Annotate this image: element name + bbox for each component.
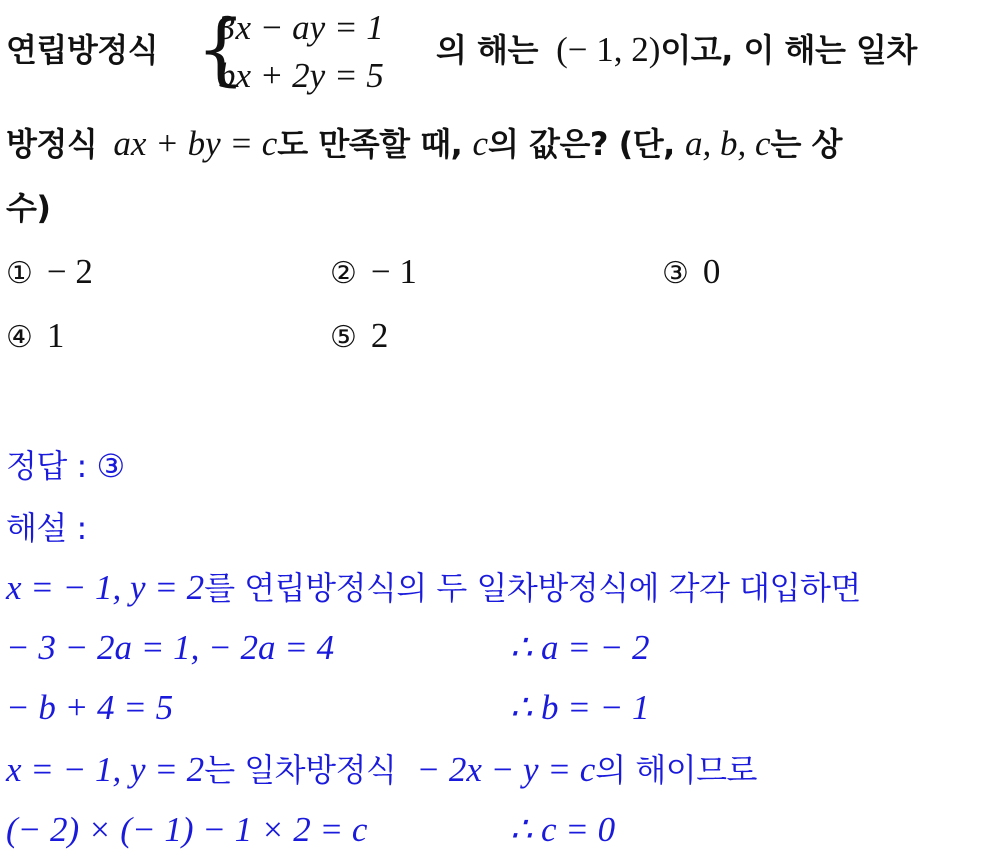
problem-line-1-rest xyxy=(436,30,917,70)
math-expression: − 2x − y = c xyxy=(416,750,596,789)
choice-5[interactable] xyxy=(330,316,388,358)
explanation-step-2-result xyxy=(510,628,650,668)
explanation-step-4 xyxy=(6,750,757,790)
math-expression: − 3 − 2a = 1, − 2a = 4 xyxy=(6,628,335,667)
equation-2: bx + 2y = 5 xyxy=(218,56,384,95)
explanation-step-2 xyxy=(6,628,334,668)
choice-value: 2 xyxy=(370,316,389,355)
explanation-step-5 xyxy=(6,810,367,850)
choice-number: ⑤ xyxy=(330,320,357,355)
explanation-step-1 xyxy=(6,568,861,608)
choice-4[interactable] xyxy=(6,316,64,358)
problem-line-1 xyxy=(6,30,158,70)
explanation-step-5-result xyxy=(510,810,615,850)
explanation-label: 해설 : xyxy=(6,509,87,547)
equation-system xyxy=(196,4,426,96)
choice-number: ④ xyxy=(6,320,33,355)
math-variable: c xyxy=(472,124,488,163)
solution-pair: (− 1, 2) xyxy=(556,30,661,69)
math-expression: x = − 1, y = 2 xyxy=(6,568,205,607)
choice-value: − 2 xyxy=(46,252,93,291)
explanation-text: 는 일차방정식 xyxy=(204,751,397,789)
answer-label: 정답 : ③ xyxy=(6,447,125,485)
math-expression: ∴ b = − 1 xyxy=(510,688,650,727)
left-brace-icon: { xyxy=(196,5,246,95)
math-expression: − b + 4 = 5 xyxy=(6,688,174,727)
explanation-step-3 xyxy=(6,688,173,728)
choice-value: 1 xyxy=(46,316,65,355)
math-expression: x = − 1, y = 2 xyxy=(6,750,205,789)
math-expression: ax + by = c xyxy=(113,124,278,163)
choice-value: 0 xyxy=(702,252,721,291)
math-expression: (− 2) × (− 1) − 1 × 2 = c xyxy=(6,810,368,849)
choice-1[interactable] xyxy=(6,252,93,294)
math-variables: a, b, c xyxy=(684,124,771,163)
problem-text: 의 해는 xyxy=(436,31,538,69)
choice-number: ② xyxy=(330,256,357,291)
choice-value: − 1 xyxy=(370,252,417,291)
math-expression: ∴ a = − 2 xyxy=(510,628,650,667)
problem-text: 이고, 이 해는 일차 xyxy=(660,31,917,69)
explanation-text: 를 연립방정식의 두 일차방정식에 각각 대입하면 xyxy=(204,569,861,607)
choice-number: ① xyxy=(6,256,33,291)
problem-text: 의 값은? (단, xyxy=(487,125,675,163)
problem-text: 연립방정식 xyxy=(6,31,159,69)
problem-text: 방정식 xyxy=(6,125,98,163)
problem-text: 수) xyxy=(6,189,51,227)
problem-text: 도 만족할 때, xyxy=(277,125,463,163)
problem-line-2 xyxy=(6,124,842,164)
problem-line-3 xyxy=(6,188,51,228)
math-expression: ∴ c = 0 xyxy=(510,810,616,849)
choice-number: ③ xyxy=(662,256,689,291)
problem-text: 는 상 xyxy=(770,125,842,163)
choice-2[interactable] xyxy=(330,252,417,294)
explanation-step-3-result xyxy=(510,688,650,728)
choice-3[interactable] xyxy=(662,252,720,294)
explanation-text: 의 해이므로 xyxy=(595,751,757,789)
equation-1: 3x − ay = 1 xyxy=(218,8,384,47)
